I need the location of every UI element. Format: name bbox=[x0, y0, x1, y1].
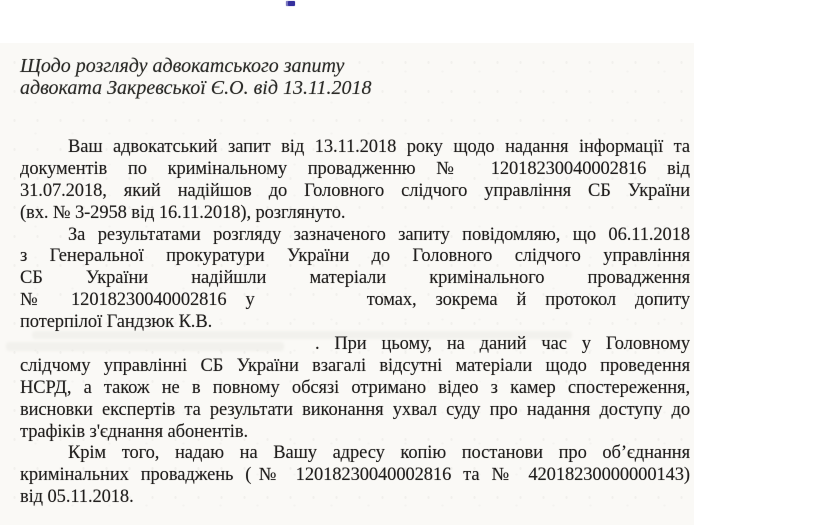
letter-body bbox=[20, 137, 690, 509]
subject-line-2: адвоката Закревської Є.О. від 13.11.2018 bbox=[20, 77, 372, 99]
redaction-gap-volumes bbox=[274, 304, 348, 305]
paragraph1-line3: 31.07.2018, який надійшов до Головного слідчого управління СБ України bbox=[20, 180, 690, 201]
paragraph3-line2: слідчому управлінні СБ України взагалі відсутні матеріали щодо проведення bbox=[20, 355, 690, 376]
paragraph3-line4: висновки експертів та результати виконання ухвал суду про надання доступу до bbox=[20, 399, 690, 420]
paragraph3-line3: НСРД, а також не в повному обсязі отримано відео з камер спостереження, bbox=[20, 377, 690, 398]
text-before-redaction-gap: № 12018230040002816 у bbox=[20, 290, 255, 311]
scanned-letter-page bbox=[0, 43, 694, 525]
paragraph2-line1: За результатами розгляду зазначеного запиту повідомляю, що 06.11.2018 bbox=[68, 224, 690, 245]
text-after-redaction-gap: томах, зокрема й протокол допиту bbox=[366, 290, 690, 311]
paragraph2-line3: СБ України надійшли матеріали кримінального провадження bbox=[20, 268, 690, 289]
text-after-redaction-gap: . При цьому, на даний час у Головному bbox=[314, 334, 690, 355]
subject-line-1: Щодо розгляду адвокатського запиту bbox=[20, 55, 345, 77]
blue-ink-mark bbox=[286, 1, 295, 6]
paragraph4-line3: від 05.11.2018. bbox=[20, 487, 134, 508]
paragraph4-line2: кримінальних проваджень (№ 12018230040002816 та № 42018230000000143) bbox=[20, 465, 690, 486]
paragraph2-line2: з Генеральної прокуратури України до Головного слідчого управління bbox=[20, 246, 690, 267]
subject-header bbox=[20, 55, 580, 99]
paragraph1-line1: Ваш адвокатський запит від 13.11.2018 року щодо надання інформації та bbox=[68, 137, 690, 157]
paragraph4-line1: Крім того, надаю на Вашу адресу копію постанови про об’єднання bbox=[68, 443, 690, 464]
paragraph3-line5: трафіків з'єднання абонентів. bbox=[20, 421, 248, 442]
paragraph2-line5: потерпілої Гандзюк К.В. bbox=[20, 312, 213, 333]
redaction-gap-start bbox=[20, 348, 300, 349]
paragraph1-line2: документів по кримінальному провадженню № 12018230040002816 від bbox=[20, 158, 690, 179]
paragraph3-line1 bbox=[20, 334, 690, 356]
paragraph1-line4: (вх. № 3-2958 від 16.11.2018), розглянуто. bbox=[20, 202, 346, 223]
paragraph2-line4 bbox=[20, 290, 690, 312]
